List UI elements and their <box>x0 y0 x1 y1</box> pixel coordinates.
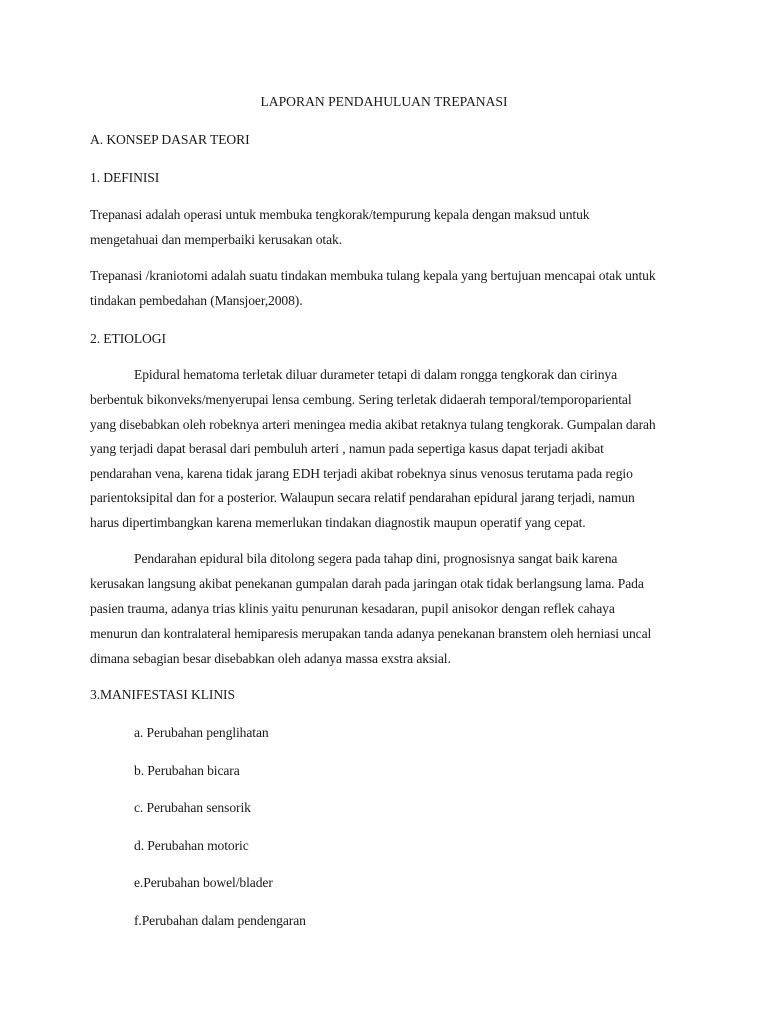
etiologi-paragraph-1-line: parientoksipital dan for a posterior. Walaupun secara relatif pendarahan epidural jarang terjadi, namun <box>90 490 635 505</box>
etiologi-paragraph-1-line: pendarahan vena, karena tidak jarang EDH terjadi akibat robeknya sinus venosus terutama pada regio <box>90 466 633 481</box>
etiologi-paragraph-2-line: kerusakan langsung akibat penekanan gumpalan darah pada jaringan otak tidak berlangsung lama. Pada <box>90 576 644 591</box>
etiologi-paragraph-1-line: yang terjadi dapat berasal dari pembuluh arteri , namun pada sepertiga kasus dapat terjadi akibat <box>90 441 604 456</box>
section-heading-a: A. KONSEP DASAR TEORI <box>90 132 250 147</box>
heading-etiologi: 2. ETIOLOGI <box>90 331 166 346</box>
manifestasi-list-item: d. Perubahan motoric <box>134 838 249 853</box>
heading-manifestasi: 3.MANIFESTASI KLINIS <box>90 687 235 702</box>
document-title: LAPORAN PENDAHULUAN TREPANASI <box>260 94 508 109</box>
definisi-paragraph-2-line: tindakan pembedahan (Mansjoer,2008). <box>90 293 303 308</box>
etiologi-paragraph-1-line: yang disebabkan oleh robeknya arteri meningea media akibat retaknya tulang tengkorak. Gumpalan darah <box>90 417 656 432</box>
manifestasi-list-item: a. Perubahan penglihatan <box>134 725 269 740</box>
definisi-paragraph-1-line: mengetahuai dan memperbaiki kerusakan otak. <box>90 232 342 247</box>
definisi-paragraph-1-line: Trepanasi adalah operasi untuk membuka tengkorak/tempurung kepala dengan maksud untuk <box>90 207 590 222</box>
etiologi-paragraph-2-line: dimana sebagian besar disebabkan oleh adanya massa exstra aksial. <box>90 651 451 666</box>
etiologi-paragraph-2-line: menurun dan kontralateral hemiparesis merupakan tanda adanya penekanan branstem oleh herniasi uncal <box>90 626 652 641</box>
manifestasi-list-item: b. Perubahan bicara <box>134 763 240 778</box>
manifestasi-list-item: e.Perubahan bowel/blader <box>134 875 273 890</box>
heading-definisi: 1. DEFINISI <box>90 170 160 185</box>
etiologi-paragraph-1-line: harus dipertimbangkan karena memerlukan tindakan diagnostik maupun operatif yang cepat. <box>90 515 586 530</box>
definisi-paragraph-2-line: Trepanasi /kraniotomi adalah suatu tindakan membuka tulang kepala yang bertujuan mencapai otak untuk <box>90 268 656 283</box>
etiologi-paragraph-1-line: berbentuk bikonveks/menyerupai lensa cembung. Sering terletak didaerah temporal/temporopariental <box>90 392 632 407</box>
manifestasi-list-item: f.Perubahan dalam pendengaran <box>134 913 306 928</box>
manifestasi-list-item: c. Perubahan sensorik <box>134 800 251 815</box>
etiologi-paragraph-2-line: pasien trauma, adanya trias klinis yaitu penurunan kesadaran, pupil anisokor dengan reflek cahaya <box>90 601 615 616</box>
etiologi-paragraph-2-line: Pendarahan epidural bila ditolong segera pada tahap dini, prognosisnya sangat baik karena <box>134 551 618 566</box>
etiologi-paragraph-1-line: Epidural hematoma terletak diluar durameter tetapi di dalam rongga tengkorak dan cirinya <box>134 367 618 382</box>
